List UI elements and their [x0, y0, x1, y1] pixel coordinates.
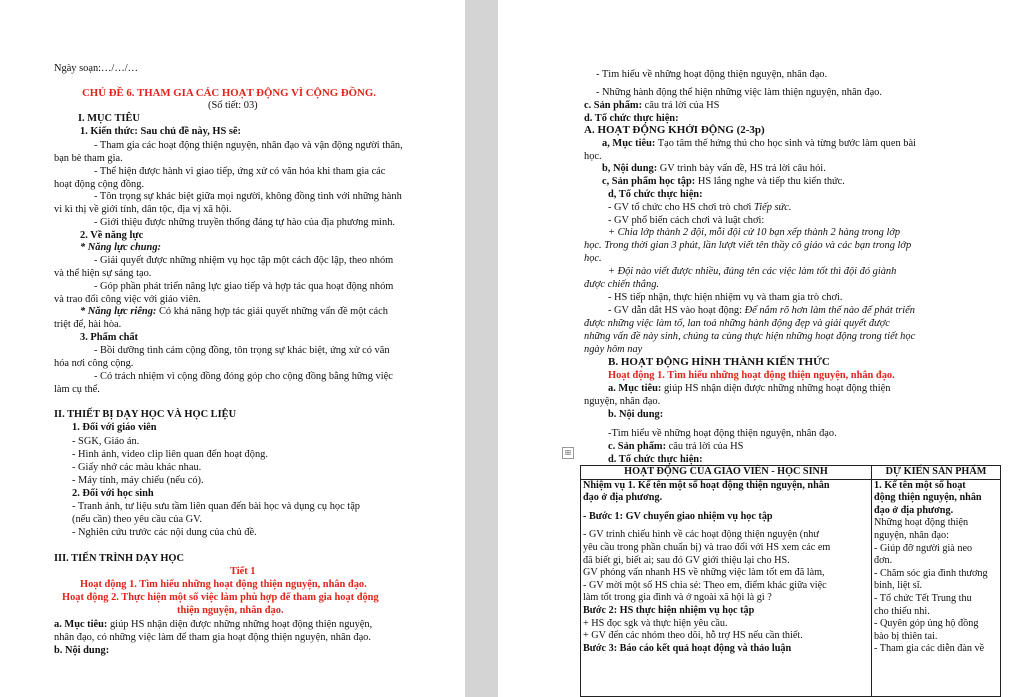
- cell-line: - Bước 1: GV chuyển giao nhiệm vụ học tập: [583, 510, 773, 522]
- teacher-student-cell[interactable]: [581, 479, 872, 696]
- paragraph-line: - GV tổ chức cho HS chơi trò chơi Tiếp sức.: [608, 202, 792, 213]
- product-line: c, Sản phẩm học tập: HS lắng nghe và tiếp thu kiến thức.: [602, 176, 845, 187]
- cell-line: đã biết gì, biết ai; sau đó GV giới thiệu lại cho HS.: [583, 554, 790, 566]
- list-item: - Tìm hiểu về những hoạt động thiện nguyện, nhân đạo.: [596, 69, 828, 80]
- objective-line: a, Mục tiêu: Tạo tâm thế hứng thú cho học sinh và từng bước làm quen bài: [602, 138, 916, 149]
- paragraph-line: được những việc làm tố, lan toả những hành động đẹp và giải quyết được: [584, 318, 890, 329]
- cell-line: bào bị thiên tai.: [874, 630, 938, 642]
- cell-line: GV phỏng vấn nhanh HS về những việc làm tốt em đã làm,: [583, 567, 825, 579]
- paragraph-line: học. Trong thời gian 3 phút, lần lượt viết tên thầy cô giáo và các bạn trong lớp: [584, 240, 912, 251]
- paragraph-line: - Tham gia các hoạt động thiện nguyện, nhân đạo và vận động người thân,: [94, 140, 403, 151]
- cell-line: động thiện nguyện, nhân: [874, 492, 982, 504]
- content-line: -Tìm hiểu về những hoạt động thiện nguyện, nhân đạo.: [608, 428, 837, 439]
- activity-2-title-cont: thiện nguyện, nhân đạo.: [177, 605, 284, 616]
- cell-line: Bước 2: HS thực hiện nhiệm vụ học tập: [583, 604, 755, 616]
- cell-line: + HS đọc sgk và thực hiện yêu cầu.: [583, 617, 728, 629]
- section-equipment: II. THIẾT BỊ DẠY HỌC VÀ HỌC LIỆU: [54, 409, 237, 420]
- cell-line: làm tốt trong gia đình và ở ngoài xã hội là gì ?: [583, 592, 772, 604]
- activity-1-title: Hoạt động 1. Tìm hiểu những hoạt động thiện nguyện, nhân đạo.: [80, 579, 367, 590]
- paragraph-line: nguyện, nhân đạo.: [584, 396, 661, 407]
- product-line: c. Sản phẩm: câu trả lời của HS: [608, 441, 744, 452]
- list-item: - SGK, Giáo án.: [72, 436, 140, 447]
- content-heading: b. Nội dung:: [54, 645, 110, 656]
- paragraph-line: - Bồi dưỡng tình cảm cộng đồng, tôn trọng sự khác biệt, ứng xử có văn: [94, 345, 390, 356]
- table-header-cell: DỰ KIẾN SẢN PHẨM: [872, 466, 1001, 480]
- objective-line: a. Mục tiêu: giúp HS nhận diện được những những hoạt động thiện nguyện,: [54, 619, 373, 630]
- cell-line: - GV trình chiếu hình về các hoạt động thiện nguyện (như: [583, 529, 819, 541]
- cell-line: Những hoạt động thiện: [874, 517, 969, 529]
- paragraph-line: - GV phổ biến cách chơi và luật chơi:: [608, 215, 765, 226]
- paragraph-line: - Giới thiệu được những truyền thống đáng tự hào của địa phương mình.: [94, 217, 396, 228]
- organize-heading: d. Tổ chức thực hiện:: [584, 113, 679, 124]
- table-header-cell: HOẠT ĐỘNG CỦA GIÁO VIÊN - HỌC SINH: [581, 466, 872, 480]
- paragraph-line: học.: [584, 151, 602, 162]
- paragraph-line: - HS tiếp nhận, thực hiện nhiệm vụ và tham gia trò chơi.: [608, 292, 843, 303]
- activity-2-title: Hoạt động 2. Thực hiện một số việc làm phù hợp để tham gia hoạt động: [62, 592, 379, 603]
- organize-heading: d, Tổ chức thực hiện:: [608, 189, 703, 200]
- cell-line: - GV mời một số HS chia sẻ: Theo em, điểm khác giữa việc: [583, 579, 827, 591]
- list-item: (nếu cần) theo yêu cầu của GV.: [72, 514, 202, 525]
- cell-line: - Quyên góp ủng hộ đồng: [874, 618, 979, 630]
- paragraph-line: hoạt động cộng đồng.: [54, 179, 145, 190]
- organize-heading: d. Tổ chức thực hiện:: [608, 454, 703, 465]
- topic-title: CHỦ ĐỀ 6. THAM GIA CÁC HOẠT ĐỘNG VÌ CỘNG ĐỒNG.: [82, 87, 376, 99]
- cell-line: đạo ở địa phương.: [583, 492, 663, 504]
- paragraph-line: - GV dẫn dắt HS vào hoạt động: Để nắm rõ hơn làm thế nào để phát triển: [608, 305, 915, 316]
- paragraph-line: những vấn đề này sinh, chúng ta cùng thực hiện những hoạt động trong tiết học: [584, 331, 916, 342]
- content-line: b, Nội dung: GV trình bày vấn đề, HS trả lời câu hỏi.: [602, 163, 826, 174]
- section-process: III. TIẾN TRÌNH DẠY HỌC: [54, 553, 185, 564]
- paragraph-line: và thể hiện sự sáng tạo.: [54, 268, 152, 279]
- cell-line: cho thiếu nhi.: [874, 605, 930, 617]
- general-competence-heading: * Năng lực chung:: [80, 242, 161, 253]
- competence-heading: 2. Về năng lực: [80, 230, 144, 241]
- paragraph-line: được chiến thắng.: [584, 279, 659, 290]
- paragraph-line: nhân đạo, có những việc làm để tham gia hoạt động thiện nguyện, nhân đạo.: [54, 632, 371, 643]
- paragraph-line: làm cụ thể.: [54, 384, 100, 395]
- list-item: - Những hành động thể hiện những việc làm thiện nguyện, nhân đạo.: [596, 87, 882, 98]
- paragraph-line: hóa nơi công cộng.: [54, 358, 134, 369]
- warmup-heading: A. HOẠT ĐỘNG KHỞI ĐỘNG (2-3p): [584, 124, 765, 136]
- qualities-heading: 3. Phẩm chất: [80, 332, 139, 343]
- teacher-heading: 1. Đối với giáo viên: [72, 422, 157, 433]
- cell-line: - Giúp đỡ người già neo: [874, 542, 973, 554]
- list-item: - Giấy nhớ các màu khác nhau.: [72, 462, 202, 473]
- cell-line: - Tổ chức Tết Trung thu: [874, 592, 972, 604]
- date-line: Ngày soạn:…/…/…: [54, 63, 138, 74]
- cell-line: + GV đến các nhóm theo dõi, hỗ trợ HS nếu cần thiết.: [583, 630, 803, 642]
- student-heading: 2. Đối với học sinh: [72, 488, 154, 499]
- expected-product-cell[interactable]: [872, 479, 1001, 696]
- paragraph-line: vi kì thị về giới tính, dân tộc, địa vị xã hội.: [54, 204, 232, 215]
- cell-line: - Chăm sóc gia đình thương: [874, 567, 988, 579]
- knowledge-heading: B. HOẠT ĐỘNG HÌNH THÀNH KIẾN THỨC: [608, 356, 830, 368]
- objective-line: a. Mục tiêu: giúp HS nhận diện được những những hoạt động thiện: [608, 383, 891, 394]
- paragraph-line: - Thể hiện được hành vi giao tiếp, ứng xử có văn hóa khi tham gia các: [94, 166, 386, 177]
- paragraph-line: ngày hôm nay: [584, 344, 643, 355]
- paragraph-line: bạn bè tham gia.: [54, 153, 123, 164]
- knowledge-line: 1. Kiến thức: Sau chủ đề này, HS sẽ:: [80, 126, 241, 137]
- specific-competence-line: * Năng lực riêng: Có khả năng hợp tác giải quyết những vấn đề một cách: [80, 306, 388, 317]
- paragraph-line: - Tôn trọng sự khác biệt giữa mọi người, không đồng tình với những hành: [94, 191, 402, 202]
- paragraph-line: - Góp phần phát triển năng lực giao tiếp và hợp tác qua hoạt động nhóm: [94, 281, 394, 292]
- paragraph-line: - Giải quyết được những nhiệm vụ học tập một cách độc lập, theo nhóm: [94, 255, 394, 266]
- activity-table: [580, 465, 1001, 697]
- cell-line: đạo ở địa phương.: [874, 504, 954, 516]
- paragraph-line: học.: [584, 253, 602, 264]
- cell-line: binh, liệt sĩ.: [874, 580, 923, 592]
- table-header-row: [581, 466, 1001, 480]
- cell-line: yêu cầu trong phần chuẩn bị) và trao đổi với HS xem các em: [583, 541, 831, 553]
- table-move-handle[interactable]: ⊞: [562, 447, 574, 459]
- document-page-right: [498, 0, 1015, 697]
- cell-line: Nhiệm vụ 1. Kể tên một số hoạt động thiện nguyện, nhân: [583, 479, 830, 491]
- list-item: - Tranh ảnh, tư liệu sưu tầm liên quan đến bài học và dụng cụ học tập: [72, 501, 360, 512]
- document-page-left: [0, 0, 465, 697]
- content-heading: b. Nội dung:: [608, 409, 664, 420]
- cell-line: 1. Kể tên một số hoạt: [874, 479, 966, 491]
- cell-line: đơn.: [874, 555, 893, 567]
- periods-count: (Số tiết: 03): [208, 100, 258, 111]
- table-row: [581, 479, 1001, 696]
- list-item: - Nghiên cứu trước các nội dung của chủ đề.: [72, 527, 257, 538]
- paragraph-line: + Chia lớp thành 2 đội, mỗi đội cử 10 bạn xếp thành 2 hàng trong lớp: [608, 227, 901, 238]
- list-item: - Máy tính, máy chiếu (nếu có).: [72, 475, 204, 486]
- cell-line: - Tham gia các diễn đàn về: [874, 643, 985, 655]
- paragraph-line: và trao đổi công việc với giáo viên.: [54, 294, 201, 305]
- cell-line: Bước 3: Báo cáo kết quả hoạt động và thảo luận: [583, 642, 792, 654]
- period-label: Tiết 1: [230, 566, 256, 577]
- paragraph-line: triệt để, hài hòa.: [54, 319, 122, 330]
- cell-line: nguyện, nhân đạo:: [874, 529, 949, 541]
- paragraph-line: - Có trách nhiệm vì cộng đồng đóng góp cho cộng đồng bằng hững việc: [94, 371, 393, 382]
- list-item: - Hình ảnh, video clip liên quan đến hoạt động.: [72, 449, 268, 460]
- section-objectives: I. MỤC TIÊU: [78, 113, 140, 124]
- activity-1-title: Hoạt động 1. Tìm hiểu những hoạt động thiện nguyện, nhân đạo.: [608, 370, 895, 381]
- paragraph-line: + Đội nào viết được nhiều, đúng tên các việc làm tốt thì đội đó giành: [608, 266, 897, 277]
- product-line: c. Sản phẩm: câu trả lời của HS: [584, 100, 720, 111]
